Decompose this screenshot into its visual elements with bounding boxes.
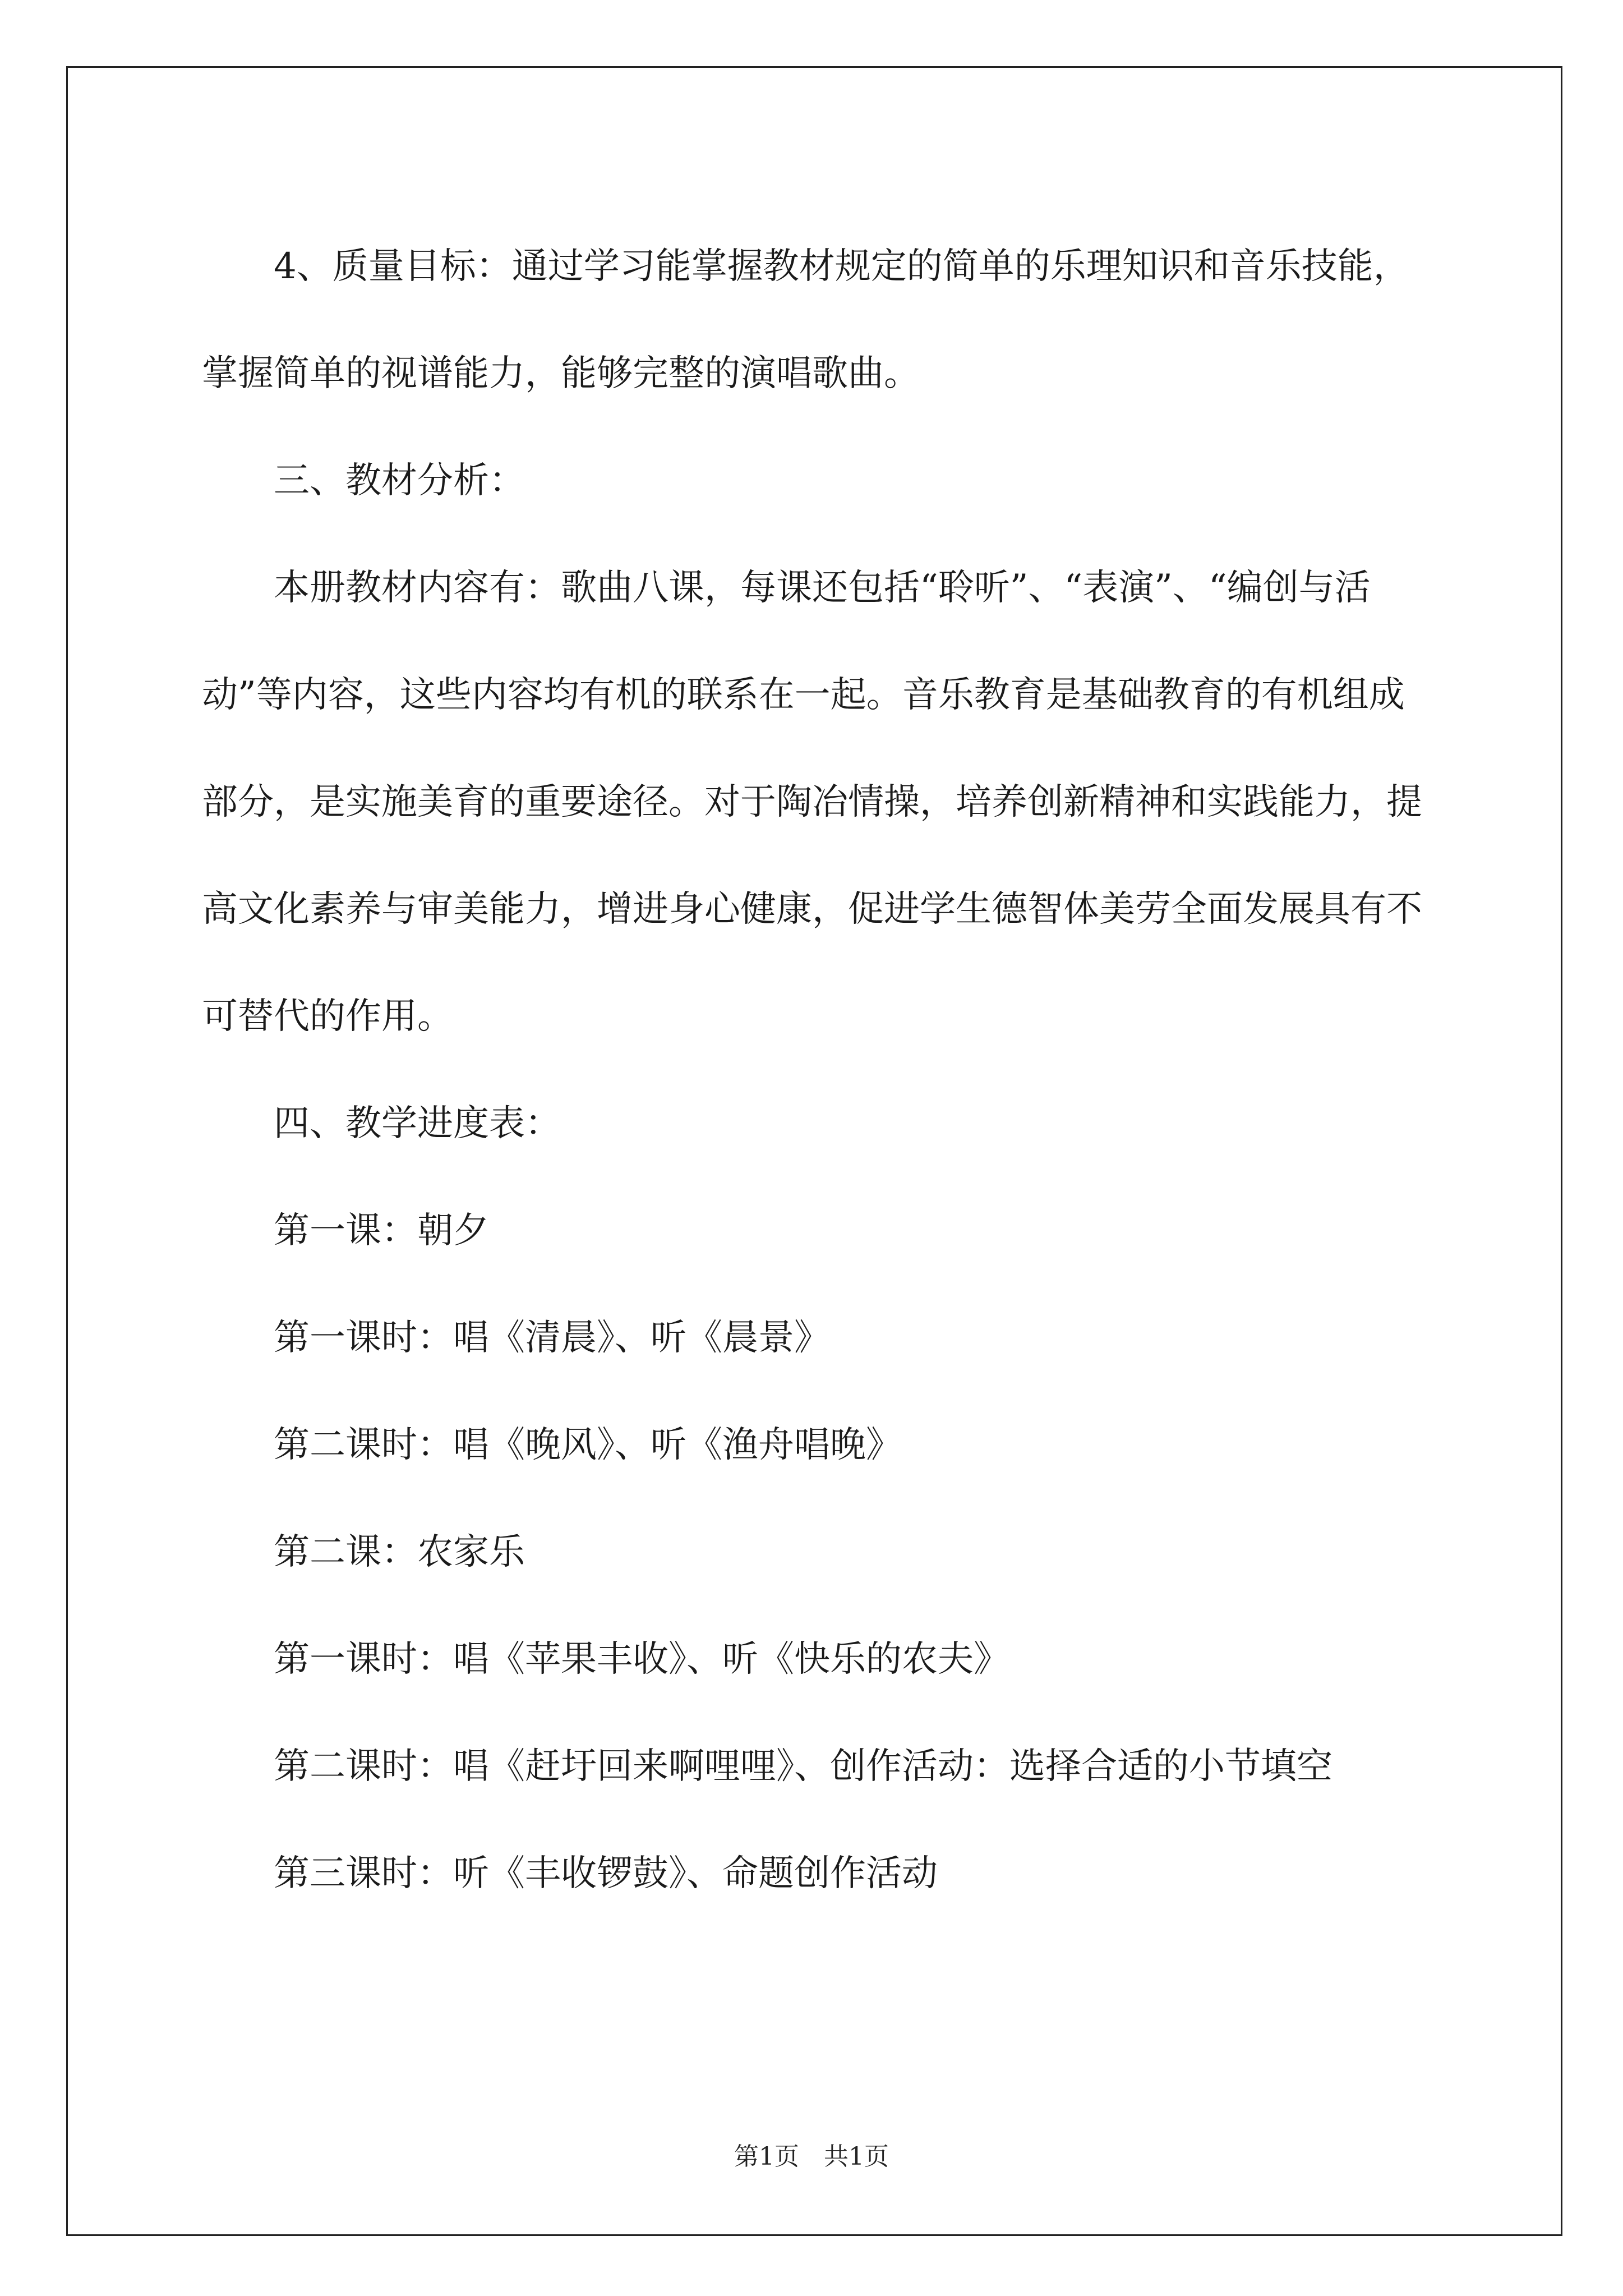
lesson-1-period-1: 第一课时：唱《清晨》、听《晨景》 [274,1317,830,1359]
heading-teaching-schedule: 四、教学进度表： [274,1103,561,1144]
page-footer: 第1页 共1页 [734,2142,889,2171]
document-body [202,213,1436,1927]
lesson-2-period-2: 第二课时：唱《赶圩回来啊哩哩》、创作活动：选择合适的小节填空 [274,1746,1332,1787]
lesson-2-title: 第二课：农家乐 [274,1531,525,1573]
lesson-1-title: 第一课：朝夕 [274,1210,489,1251]
paragraph-material-content: 本册教材内容有：歌曲八课，每课还包括“聆听”、“表演”、“编创与活动”等内容，这些内容均有机的联系在一起。音乐教育是基础教育的有机组成部分，是实施美育的重要途径。对于陶冶情操，培养创新精神和实践能力，提高文化素养与审美能力，增进身心健康，促进学生德智体美劳全面发展具有不可替代的作用。 [202,567,1422,1037]
lesson-1-period-2: 第二课时：唱《晚风》、听《渔舟唱晚》 [274,1424,902,1466]
lesson-2-period-1: 第一课时：唱《苹果丰收》、听《快乐的农夫》 [274,1639,1009,1680]
lesson-2-period-3: 第三课时：听《丰收锣鼓》、命题创作活动 [274,1853,938,1894]
heading-material-analysis: 三、教材分析： [274,460,525,501]
paragraph-quality-goal: 4、质量目标：通过学习能掌握教材规定的简单的乐理知识和音乐技能，掌握简单的视谱能力，能够完整的演唱歌曲。 [202,246,1409,394]
